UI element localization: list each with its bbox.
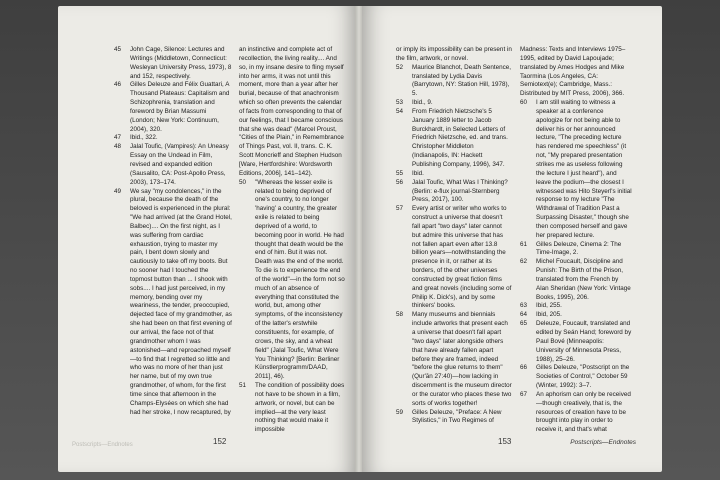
left-page xyxy=(58,6,356,472)
note-number: 65 xyxy=(520,320,528,328)
note-text: Gilles Deleuze, "Postscript on the Societies of Control," October 59 (Winter, 1992): 3–7. xyxy=(536,364,630,390)
note-number: 48 xyxy=(114,143,122,151)
note-text: Deleuze, Foucault, translated and edited by Seán Hand; foreword by Paul Bové (Minneapolis: University of Minnesota Press, 1988), 25–26. xyxy=(536,320,632,363)
note-number: 45 xyxy=(114,46,122,53)
page-number: 153 xyxy=(498,437,512,446)
note-number: 54 xyxy=(396,107,404,115)
right-page xyxy=(362,6,662,472)
endnote xyxy=(520,364,632,391)
endnote xyxy=(520,391,632,435)
endnote xyxy=(396,205,512,311)
note-number: 61 xyxy=(520,240,528,248)
endnote xyxy=(396,170,512,179)
continued-note-text: Madness: Texts and Interviews 1975–1995, edited by David Lapoujade; translated by Ames Hodges and Mike Taormina (Los Angeles, CA: Semiotext(e); Cambridge, Mass.: Distributed by MIT Press, 2006), 366. xyxy=(520,46,626,98)
note-text: Jalal Toufic, (Vampires): An Uneasy Essay on the Undead in Film, revised and expanded edition (Sausalito, CA: Post-Apollo Press, 2003), 173–174. xyxy=(130,143,229,186)
note-number: 57 xyxy=(396,205,404,213)
note-text: Ibid. xyxy=(412,169,424,177)
endnote xyxy=(114,81,232,134)
right-column-1 xyxy=(396,46,512,426)
note-number: 67 xyxy=(520,390,528,398)
note-number: 51 xyxy=(239,382,247,390)
endnote xyxy=(114,143,232,187)
note-text: An aphorism can only be received—though creatively, that is, the resources of creation have to be brought into play in order to receive it, and that's what xyxy=(536,390,631,434)
endnote xyxy=(114,46,232,81)
note-text: Michel Foucault, Discipline and Punish: The Birth of the Prison, translated from the French by Alan Sheridan (New York: Vintage Books, 1995), 206. xyxy=(536,258,631,301)
endnote xyxy=(396,108,512,170)
endnote xyxy=(520,241,632,259)
endnote xyxy=(396,99,512,108)
note-number: 56 xyxy=(396,178,404,186)
running-head: Postscripts—Endnotes xyxy=(570,439,636,446)
note-text: We say "my condolences," in the plural, because the death of the beloved is experienced in the plural: "We had arrived (at the Grand Hotel, Balbec).... On the first night, as I was suffering from cardiac exhaustion, trying to master my pain, I bent down slowly and cautiously to take off my boots. But no sooner had I touched the topmost button than ... I shook with sobs.... I had just perceived, in my memory, bending over my weariness, the tender, preoccupied, dejected face of my grandmother, as she had been on that first evening of our arrival, the face not of that grandmother whom I was astonished—and reproached myself—to find that I regretted so little and who was no more of her than just her name, but of my own true grandmother, of whom, for the first time since that afternoon in the Champs-Elysées on which she had had her stroke, I now recaptured, by xyxy=(130,187,232,416)
endnote xyxy=(396,64,512,99)
note-number: 58 xyxy=(396,311,404,319)
note-number: 66 xyxy=(520,364,528,372)
endnote xyxy=(239,179,345,382)
note-number: 52 xyxy=(396,63,404,71)
endnote xyxy=(396,409,512,427)
endnote xyxy=(396,179,512,206)
note-text: Gilles Deleuze, Cinema 2: The Time-Image, 2. xyxy=(536,240,622,257)
note-number: 64 xyxy=(520,311,528,319)
endnote xyxy=(114,188,232,418)
note-text: I am still waiting to witness a speaker at a conference apologize for not being able to deliver his or her announced lecture, "The preceding lecture has rendered me speechless" (it not, "My prepared presentation strikes me as useless following the lecture I just heard"), and leave the podium—the closest I witnessed was Hito Steyerl's initial response to my lecture "The Withdrawal of Tradition Past a Surpassing Disaster," though she then composed herself and gave her prepared lecture. xyxy=(536,99,632,239)
note-text: From Friedrich Nietzsche's 5 January 1889 letter to Jacob Burckhardt, in Selected Letters of Friedrich Nietzsche, ed. and trans. Christopher Middleton (Indianapolis, IN: Hackett Publishing Company, 1996), 347. xyxy=(412,107,508,168)
note-text: Maurice Blanchot, Death Sentence, translated by Lydia Davis (Barrytown, NY: Station Hill, 1978), 5. xyxy=(412,63,512,98)
note-number: 62 xyxy=(520,258,528,266)
note-text: Jalal Toufic, What Was I Thinking? (Berlin: e-flux journal-Sternberg Press, 2017), 100. xyxy=(412,178,508,204)
note-text: Ibid., 322. xyxy=(130,134,158,142)
endnote xyxy=(520,99,632,241)
note-number: 46 xyxy=(114,81,122,89)
faint-footer: Postscripts—Endnotes xyxy=(72,442,133,448)
right-column-2 xyxy=(520,46,632,435)
note-number: 63 xyxy=(520,302,528,310)
left-column-2 xyxy=(239,46,345,435)
note-number: 47 xyxy=(114,134,122,142)
note-text: Ibid., 9. xyxy=(412,99,433,107)
note-text: Ibid, 255. xyxy=(536,302,562,310)
endnote xyxy=(114,134,232,143)
endnote xyxy=(239,382,345,435)
left-column-1 xyxy=(114,46,232,417)
endnote xyxy=(520,302,632,311)
note-number: 49 xyxy=(114,187,122,195)
continued-note-text: or imply its impossibility can be present in the film, artwork, or novel. xyxy=(396,46,512,62)
note-text: Gilles Deleuze and Félix Guattari, A Thousand Plateaus: Capitalism and Schizophrenia, translation and foreword by Brian Massumi (London; New York: Continuum, 2004), 320. xyxy=(130,81,230,133)
note-text: Every artist or writer who works to construct a universe that doesn't fall apart "two days" later cannot but admire this universe that has not fallen apart even after 13.8 billion years—notwithstanding the presence in it, or rather at its borders, of the other universes constructed by great fiction films and great novels (including some of Philip K. Dick's), and by some thinkers' books. xyxy=(412,205,512,310)
endnote xyxy=(520,320,632,364)
endnote xyxy=(520,258,632,302)
note-number: 59 xyxy=(396,408,404,416)
note-number: 60 xyxy=(520,99,528,107)
endnote xyxy=(396,311,512,408)
note-number: 53 xyxy=(396,99,404,107)
continued-note-text: an instinctive and complete act of recollection, the living reality.... And so, in my insane desire to fling myself into her arms, it was not until this moment, more than a year after her burial, because of that anachronism which so often prevents the calendar of facts from corresponding to that of our feelings, that I became conscious that she was dead" (Marcel Proust, "Cities of the Plain," in Remembrance of Things Past, vol. II, trans. C. K. Scott Moncrieff and Stephen Hudson [Ware, Hertfordshire: Wordsworth Editions, 2006], 141–142). xyxy=(239,46,344,177)
note-text: Ibid, 205. xyxy=(536,311,562,319)
note-text: The condition of possibility does not have to be shown in a film, artwork, or novel, but can be implied—at the very least nothing that would make it impossible xyxy=(255,382,345,434)
note-text: John Cage, Silence: Lectures and Writings (Middletown, Connecticut: Wesleyan University Press, 1973), 8 and 152, respectively. xyxy=(130,46,232,80)
endnote xyxy=(520,311,632,320)
note-text: Many museums and biennials include artworks that present each a universe that doesn't fall apart "two days" later alongside others that have already fallen apart before they are framed, indeed "before the glue returns to them" (Qur'ān 27:40)—how lacking in discernment is the museum director or the curator who places these two sorts of works together! xyxy=(412,311,512,407)
page-number: 152 xyxy=(213,437,227,446)
note-number: 55 xyxy=(396,169,404,177)
note-text: Gilles Deleuze, "Preface: A New Stylistics," in Two Regimes of xyxy=(412,408,502,425)
note-text: "Whereas the lesser exile is related to being deprived of one's country, to no longer 'having' a country, the greater exile is related to being deprived of a world, to becoming poor in world. He had thought that death would be the end of him. But it was not. Death was the end of the world. To die is to experience the end of the world"—in the form not so much of an absence of everything that constituted the world, but, among other symptoms, of the inconsistency of the latter's erstwhile constituents, for example, of crows, the sky, and a wheat field" (Jalal Toufic, What Were You Thinking? [Berlin: Berliner Künstlerprogramm/DAAD, 2011], 46). xyxy=(255,178,345,381)
note-number: 50 xyxy=(239,178,247,186)
